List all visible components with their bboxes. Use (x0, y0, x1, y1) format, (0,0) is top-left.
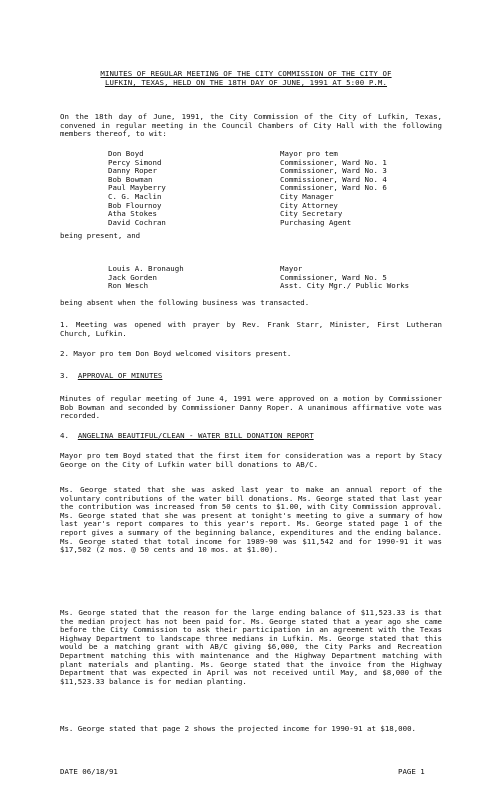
member-title: Mayor pro tem (280, 149, 338, 158)
member-title: City Attorney (280, 200, 338, 210)
present-member-row (108, 219, 448, 228)
item-4-paragraph-1: Mayor pro tem Boyd stated that the first item for consideration was a report by Stacy George on the City of Lufkin water bill donations to AB/C. (60, 451, 442, 469)
item-3-text: Minutes of regular meeting of June 4, 1991 were approved on a motion by Commissioner Bob Bowman and seconded by Commissioner Danny Roper. A unanimous affirmative vote was recorded. (60, 394, 442, 421)
members-present-list (108, 150, 448, 227)
member-title: Purchasing Agent (280, 217, 352, 227)
member-name: David Cochran (108, 217, 166, 227)
member-name: Jack Gorden (108, 272, 157, 282)
intro-paragraph: On the 18th day of June, 1991, the City Commission of the City of Lufkin, Texas, convened in regular meeting in the Council Chambers of City Hall with the following members thereof, to wit: (60, 112, 442, 139)
absent-line: being absent when the following business was transacted. (60, 298, 310, 307)
item-3-number: 3. (60, 371, 69, 380)
member-name: Bob Flournoy (108, 200, 162, 210)
item-1-prayer: 1. Meeting was opened with prayer by Rev. Frank Starr, Minister, First Lutheran Church, Lufkin. (60, 320, 442, 338)
item-3-title: APPROVAL OF MINUTES (77, 371, 163, 380)
member-title: Asst. City Mgr./ Public Works (280, 281, 410, 291)
item-3-heading (60, 372, 442, 381)
member-title: Commissioner, Ward No. 1 (280, 157, 387, 167)
item-4-number: 4. (60, 431, 69, 440)
member-title: Commissioner, Ward No. 4 (280, 174, 387, 184)
member-name: Danny Roper (108, 166, 157, 176)
member-title: Mayor (280, 264, 303, 273)
footer-page: PAGE 1 (398, 767, 425, 776)
footer-date: DATE 06/18/91 (60, 767, 118, 776)
member-name: Paul Mayberry (108, 183, 166, 193)
member-name: Atha Stokes (108, 209, 157, 219)
absent-member-row (108, 265, 448, 274)
item-4-paragraph-2: Ms. George stated that she was asked last year to make an annual report of the voluntary contributions of the water bill donations. Ms. George stated that last year the contribution was increased from 50 cents to $1.00, with City Commission approval. Ms. George stated that she was present at tonight's meeting to give a summary of how last year's report compares to this year's report. Ms. George stated page 1 of the report gives a summary of the beginning balance, expenditures and the ending balance. Ms. George stated that total income for 1989-90 was $11,542 and for 1990-91 it was $17,502 (2 mos. @ 50 cents and 10 mos. at $1.00). (60, 485, 442, 555)
member-name: Ron Wesch (108, 281, 149, 291)
present-member-row (108, 159, 448, 168)
member-name: Bob Bowman (108, 174, 153, 184)
member-name: Don Boyd (108, 149, 144, 158)
document-title (46, 70, 446, 87)
item-4-heading (60, 432, 442, 441)
item-4-title: ANGELINA BEAUTIFUL/CLEAN - WATER BILL DONATION REPORT (77, 431, 314, 440)
item-4-paragraph-3: Ms. George stated that the reason for the large ending balance of $11,523.33 is that the median project has not been paid for. Ms. George stated that a year ago she came before the City Commission to ask their participation in an agreement with the Texas Highway Department to landscape three medians in Lufkin. Ms. George stated that this would be a matching grant with AB/C giving $6,000, the City Parks and Recreation Department matching this with maintenance and the Highway Department matching with plant materials and planting. Ms. George stated that the invoice from the Highway Department that was expected in April was not received until May, and $8,000 of the $11,523.33 balance is for median planting. (60, 608, 442, 686)
present-member-row (108, 202, 448, 211)
member-name: C. G. Maclin (108, 191, 162, 201)
members-absent-list (108, 265, 448, 291)
member-name: Percy Simond (108, 157, 162, 167)
member-title: Commissioner, Ward No. 6 (280, 183, 387, 193)
title-line-2: LUFKIN, TEXAS, HELD ON THE 18TH DAY OF JUNE, 1991 AT 5:00 P.M. (104, 77, 388, 87)
item-2-welcome: 2. Mayor pro tem Don Boyd welcomed visitors present. (60, 349, 292, 358)
item-4-paragraph-4: Ms. George stated that page 2 shows the projected income for 1990-91 at $18,000. (60, 724, 416, 733)
member-title: Commissioner, Ward No. 5 (280, 272, 387, 282)
title-line-1: MINUTES OF REGULAR MEETING OF THE CITY COMMISSION OF THE CITY OF (100, 69, 392, 78)
member-title: City Secretary (280, 209, 343, 219)
member-name: Louis A. Bronaugh (108, 264, 184, 273)
absent-member-row (108, 282, 448, 291)
present-member-row (108, 167, 448, 176)
being-present-line: being present, and (60, 231, 141, 240)
member-title: Commissioner, Ward No. 3 (280, 166, 387, 176)
member-title: City Manager (280, 191, 334, 201)
